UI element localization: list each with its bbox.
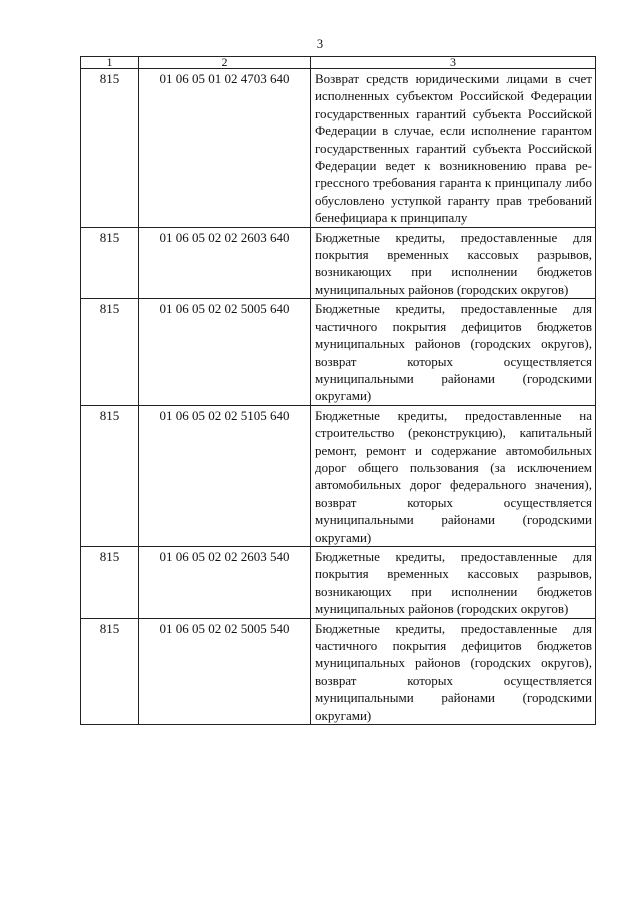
budget-code-cell (139, 618, 311, 724)
budget-code-cell (139, 69, 311, 228)
description-cell (311, 405, 596, 546)
description-text: Бюджетные кредиты, предоставленные для частичного покрытия дефицитов бюджетов муниципальных районов (городских округов), возврат которых осуществляется муниципальными районами (городскими округами) (315, 301, 592, 404)
column-header-3: 3 (311, 57, 596, 69)
admin-code-cell (81, 69, 139, 228)
description-cell (311, 546, 596, 618)
admin-code: 815 (99, 548, 120, 564)
description-cell (311, 227, 596, 299)
description-cell (311, 618, 596, 724)
budget-code-cell (139, 405, 311, 546)
admin-code-cell (81, 618, 139, 724)
budget-classification-table (80, 56, 596, 725)
budget-code: 01 06 05 02 02 2603 640 (159, 229, 290, 245)
table-row (81, 546, 596, 618)
budget-code: 01 06 05 02 02 5005 540 (159, 620, 290, 636)
admin-code: 815 (99, 229, 120, 245)
budget-code-cell (139, 546, 311, 618)
budget-code: 01 06 05 02 02 5005 640 (159, 301, 290, 317)
description-cell (311, 69, 596, 228)
table-row (81, 299, 596, 405)
budget-code: 01 06 05 01 02 4703 640 (159, 71, 290, 86)
description-cell (311, 299, 596, 405)
column-header-2: 2 (139, 57, 311, 69)
admin-code-cell (81, 405, 139, 546)
budget-code-cell (139, 299, 311, 405)
description-text: Бюджетные кредиты, предоставленные для частичного покрытия дефицитов бюджетов муниципальных районов (городских округов), возврат которых осуществляется муниципальными районами (городскими округами) (315, 620, 592, 723)
admin-code-cell (81, 299, 139, 405)
budget-code: 01 06 05 02 02 5105 640 (159, 407, 290, 423)
table-header-row (81, 57, 596, 69)
admin-code: 815 (99, 71, 120, 86)
table-row (81, 69, 596, 228)
table-row (81, 405, 596, 546)
description-text: Возврат средств юридическими лицами в счет исполненных субъектом Российской Федерации государственных гарантий субъекта Российской Федерации в случае, если исполнение гарантом государственных гарантий субъекта Российской Федерации ведет к возникновению права регрессного требования гаранта к принципалу либо обусловлено уступкой гаранту прав требований бенефициара к принципалу (315, 71, 592, 226)
column-header-1: 1 (81, 57, 139, 69)
budget-code-cell (139, 227, 311, 299)
table-row (81, 227, 596, 299)
admin-code-cell (81, 227, 139, 299)
page-number: 3 (316, 37, 324, 51)
description-text: Бюджетные кредиты, предоставленные на строительство (реконструкцию), капитальный ремонт, ремонт и содержание автомобильных дорог общего пользования (за исключением автомобильных дорог федерального значения), возврат которых осуществляется муниципальными районами (городскими округами) (315, 407, 592, 545)
budget-code: 01 06 05 02 02 2603 540 (159, 548, 290, 564)
admin-code: 815 (99, 301, 120, 317)
description-text: Бюджетные кредиты, предоставленные для покрытия временных кассовых разрывов, возникающих при исполнении бюджетов муниципальных районов (городских округов) (315, 229, 592, 297)
description-text: Бюджетные кредиты, предоставленные для покрытия временных кассовых разрывов, возникающих при исполнении бюджетов муниципальных районов (городских округов) (315, 548, 592, 617)
table-row (81, 618, 596, 724)
admin-code-cell (81, 546, 139, 618)
admin-code: 815 (99, 407, 120, 423)
admin-code: 815 (99, 620, 120, 636)
